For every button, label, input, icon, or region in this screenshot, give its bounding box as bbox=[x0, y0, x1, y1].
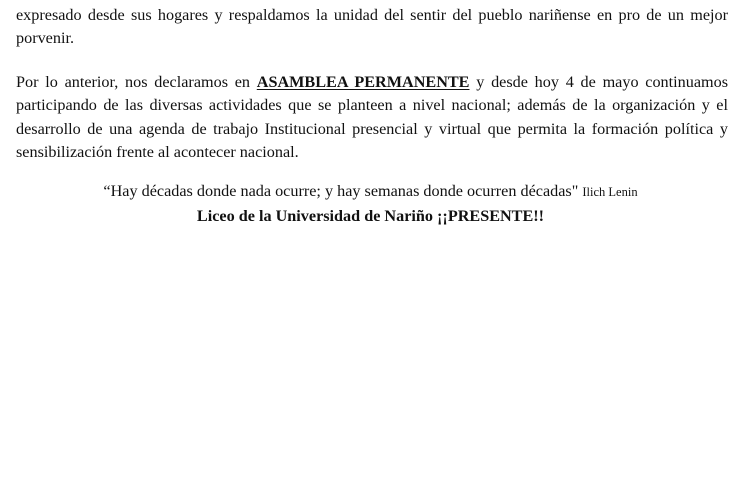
paragraph-support-line-2: porvenir. bbox=[16, 29, 74, 48]
paragraph-declaration-line-2: participando de las diversas actividades que se planteen a nivel nacional; además de la organización y el bbox=[16, 96, 728, 115]
paragraph-declaration-line-3: desarrollo de una agenda de trabajo Institucional presencial y virtual que permita la formación política y bbox=[16, 119, 728, 138]
assembly-emphasis: ASAMBLEA PERMANENTE bbox=[256, 73, 470, 91]
declaration-date-text: y desde hoy 4 de mayo continuamos bbox=[469, 73, 729, 91]
declaration-intro-text: Por lo anterior, nos declaramos en bbox=[16, 73, 257, 91]
quote-author: Ilich Lenin bbox=[582, 185, 638, 199]
quote-block bbox=[0, 180, 741, 203]
paragraph-declaration-line-4: sensibilización frente al acontecer nacional. bbox=[16, 142, 299, 161]
paragraph-support bbox=[16, 4, 728, 51]
paragraph-support-line-1: expresado desde sus hogares y respaldamos la unidad del sentir del pueblo nariñense en pro de un mejor bbox=[16, 6, 728, 24]
closing-signature: Liceo de la Universidad de Nariño ¡¡PRESENTE!! bbox=[196, 207, 545, 225]
paragraph-declaration-line-1 bbox=[16, 71, 728, 94]
paragraph-declaration bbox=[16, 71, 728, 164]
quote-text: “Hay décadas donde nada ocurre; y hay semanas donde ocurren décadas" bbox=[103, 182, 579, 200]
